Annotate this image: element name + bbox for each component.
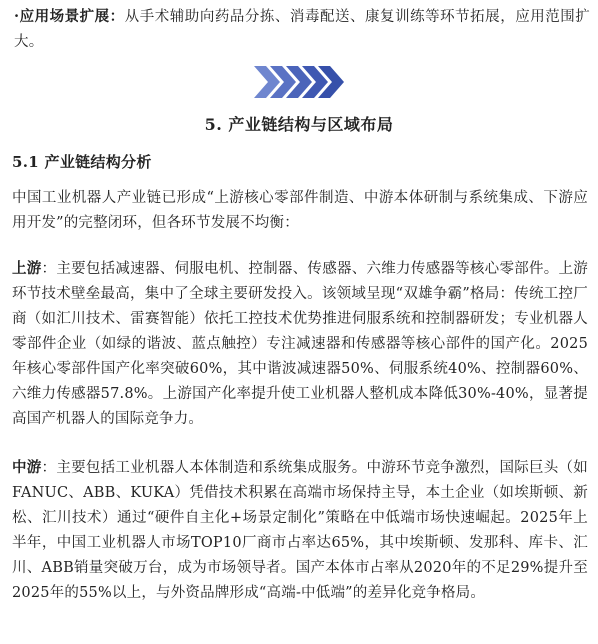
intro-paragraph: 中国工业机器人产业链已形成“上游核心零部件制造、中游本体研制与系统集成、下游应用开发”的完整闭环，但各环节发展不均衡： (12, 190, 588, 231)
upstream-text: 主要包括减速器、伺服电机、控制器、传感器、六维力传感器等核心零部件。上游环节技术壁垒最高，集中了全球主要研发投入。该领域呈现“双雄争霸”格局：传统工控厂商（如汇川技术、雷赛智能）依托工控技术优势推进伺服系统和控制器研发；专业机器人零部件企业（如绿的谐波、蓝点触控）专注减速器和传感器等核心部件的国产化。2025年核心零部件国产化率突破60%，其中谐波减速器50%、伺服系统40%、控制器60%、六维力传感器57.8%。上游国产化率提升使工业机器人整机成本降低30%-40%，显著提高国产机器人的国际竞争力。 (12, 261, 589, 427)
midstream-colon: ： (41, 460, 57, 476)
midstream-label: 中游 (12, 459, 42, 476)
section-title: 5. 产业链结构与区域布局 (204, 115, 394, 134)
bullet-lead: ·应用场景扩展： (14, 8, 125, 25)
upstream-label: 上游 (12, 260, 42, 277)
bullet-text: 从手术辅助向药品分拣、消毒配送、康复训练等环节拓展，应用范围扩大。 (14, 9, 591, 50)
upstream-paragraph (12, 256, 588, 432)
upstream-colon: ： (41, 261, 57, 277)
double-chevron-arrows-icon (254, 66, 346, 98)
midstream-text: 主要包括工业机器人本体制造和系统集成服务。中游环节竞争激烈，国际巨头（如FANUC、ABB、KUKA）凭借技术积累在高端市场保持主导，本土企业（如埃斯顿、新松、汇川技术）通过“硬件自主化+场景定制化”策略在中低端市场快速崛起。2025年上半年，中国工业机器人市场TOP10厂商市占率达65%，其中埃斯顿、发那科、库卡、汇川、ABB销量突破万台，成为市场领导者。国产本体市占率从2020年的不足29%提升至2025年的55%以上，与外资品牌形成“高端-中低端”的差异化竞争格局。 (12, 460, 589, 601)
bullet-paragraph (14, 4, 590, 55)
midstream-paragraph (12, 455, 588, 606)
subsection-title: 5.1 产业链结构分析 (12, 153, 152, 171)
